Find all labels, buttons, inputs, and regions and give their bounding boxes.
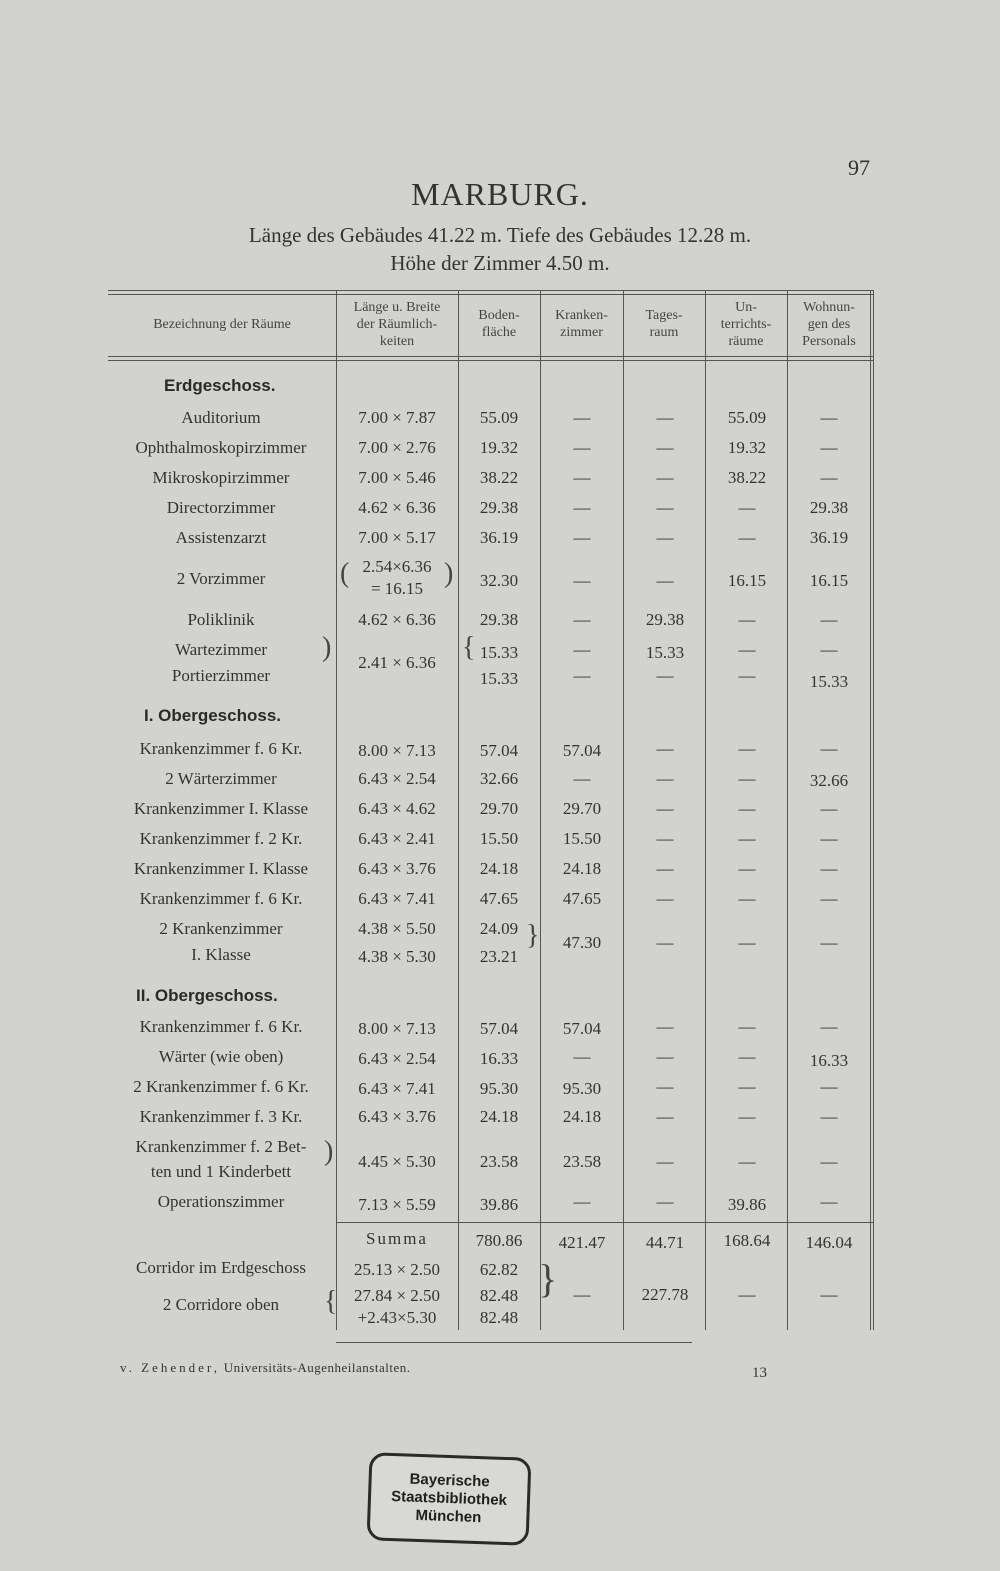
- library-stamp: [367, 1452, 532, 1546]
- column-divider: [787, 290, 788, 1330]
- floor-area: 36.19: [479, 528, 519, 547]
- summa-staff-area: 146.04: [805, 1233, 853, 1252]
- teaching-area: —: [738, 640, 756, 659]
- footnote: [120, 1360, 410, 1376]
- table-bottom-border: [336, 1342, 692, 1343]
- summa-sickroom-area: 421.47: [558, 1233, 606, 1252]
- dayroom-area: —: [656, 739, 674, 758]
- dayroom-area: —: [656, 889, 674, 908]
- brace-right: ): [324, 1136, 334, 1167]
- floor-area: 16.33: [479, 1049, 519, 1068]
- room-dimensions: 7.00 × 5.46: [358, 468, 436, 487]
- room-name: Krankenzimmer f. 2 Kr.: [139, 829, 303, 848]
- room-dimensions: 4.38 × 5.50: [358, 919, 436, 938]
- room-dimensions: 4.62 × 6.36: [358, 498, 436, 517]
- room-dimensions: 4.38 × 5.30: [358, 947, 436, 966]
- room-name: Poliklinik: [187, 610, 255, 629]
- column-divider: [870, 290, 871, 1330]
- rooms-table: [108, 290, 874, 1330]
- floor-area: 24.18: [479, 859, 519, 878]
- room-dimensions: 6.43 × 2.54: [358, 1049, 436, 1068]
- room-name: 2 Wärterzimmer: [165, 769, 277, 788]
- room-name: Operationszimmer: [157, 1192, 285, 1211]
- room-dimensions: 7.13 × 5.59: [358, 1195, 436, 1214]
- brace-right: }: [538, 1256, 558, 1301]
- room-dimensions: 27.84 × 2.50: [353, 1286, 441, 1305]
- floor-area: 32.30: [479, 571, 519, 590]
- staff-area: —: [820, 438, 838, 457]
- sickroom-area: —: [573, 571, 591, 590]
- header-floor-area: Boden- fläche: [478, 308, 520, 340]
- room-dimensions: 8.00 × 7.13: [358, 741, 436, 760]
- dayroom-area: —: [656, 829, 674, 848]
- staff-area: 16.15: [809, 571, 849, 590]
- staff-area: —: [820, 739, 838, 758]
- dayroom-area: —: [656, 799, 674, 818]
- room-dimensions: 25.13 × 2.50: [353, 1260, 441, 1279]
- dayroom-area: —: [656, 468, 674, 487]
- sickroom-area: 24.18: [562, 859, 602, 878]
- room-name: Wartezimmer: [174, 640, 268, 659]
- header-staff-quarters: Wohnun- gen des Personals: [802, 299, 856, 349]
- room-name: Ophthalmoskopirzimmer: [135, 438, 307, 457]
- floor-area: 15.33: [479, 669, 519, 688]
- floor-area: 23.58: [479, 1152, 519, 1171]
- room-dimensions: 6.43 × 3.76: [358, 1107, 436, 1126]
- floor-area: 47.65: [479, 889, 519, 908]
- room-name: 2 Krankenzimmer f. 6 Kr.: [133, 1077, 309, 1096]
- room-dimensions: 6.43 × 2.41: [358, 829, 436, 848]
- room-name: Auditorium: [181, 408, 261, 427]
- sickroom-area: 47.30: [562, 933, 602, 952]
- staff-area: —: [820, 1152, 838, 1171]
- summa-top-border: [336, 1222, 874, 1223]
- floor-area: 15.50: [479, 829, 519, 848]
- floor-area: 39.86: [479, 1195, 519, 1214]
- brace-left: {: [462, 632, 476, 663]
- dayroom-area: —: [656, 1047, 674, 1066]
- teaching-area: 19.32: [727, 438, 767, 457]
- room-name: I. Klasse: [191, 945, 251, 964]
- room-name: Krankenzimmer I. Klasse: [133, 859, 309, 878]
- column-divider: [540, 290, 541, 1330]
- column-divider: [458, 290, 459, 1330]
- brace-left: {: [324, 1286, 338, 1317]
- floor-area: 62.82: [479, 1260, 519, 1279]
- room-name: Krankenzimmer f. 6 Kr.: [139, 1017, 303, 1036]
- dayroom-area: —: [656, 528, 674, 547]
- column-divider: [705, 290, 706, 1330]
- room-name: 2 Corridore oben: [162, 1295, 280, 1314]
- room-name: Krankenzimmer I. Klasse: [133, 799, 309, 818]
- teaching-area: 39.86: [727, 1195, 767, 1214]
- signature-mark: 13: [752, 1365, 767, 1381]
- stamp-line: Bayerische: [409, 1470, 490, 1491]
- floor-area: 55.09: [479, 408, 519, 427]
- page-number: 97: [848, 155, 870, 180]
- room-name: Directorzimmer: [166, 498, 276, 517]
- room-name: Portierzimmer: [171, 666, 271, 685]
- page-title: MARBURG.: [411, 176, 589, 212]
- subtitle-line-1: Länge des Gebäudes 41.22 m. Tiefe des Gebäudes 12.28 m.: [248, 223, 752, 247]
- staff-area: —: [820, 859, 838, 878]
- floor-area: 29.70: [479, 799, 519, 818]
- summa-teaching-area: 168.64: [723, 1231, 771, 1250]
- section-second-floor: II. Obergeschoss.: [136, 986, 278, 1005]
- column-divider: [623, 290, 624, 1330]
- room-name: Mikroskopirzimmer: [152, 468, 290, 487]
- dayroom-area: —: [656, 1152, 674, 1171]
- room-dimensions: 4.62 × 6.36: [358, 610, 436, 629]
- floor-area: 29.38: [479, 610, 519, 629]
- staff-area: 32.66: [809, 771, 849, 790]
- room-dimensions: 6.43 × 7.41: [358, 889, 436, 908]
- room-name: Krankenzimmer f. 3 Kr.: [139, 1107, 303, 1126]
- floor-area: 57.04: [479, 1019, 519, 1038]
- staff-area: —: [820, 933, 838, 952]
- stamp-line: Staatsbibliothek: [390, 1487, 508, 1510]
- teaching-area: —: [738, 1285, 756, 1304]
- room-name: 2 Krankenzimmer: [159, 919, 283, 938]
- sickroom-area: —: [573, 1192, 591, 1211]
- floor-area: 38.22: [479, 468, 519, 487]
- staff-area: 36.19: [809, 528, 849, 547]
- teaching-area: —: [738, 829, 756, 848]
- teaching-area: 38.22: [727, 468, 767, 487]
- sickroom-area: 23.58: [562, 1152, 602, 1171]
- room-dimensions: 6.43 × 2.54: [358, 769, 436, 788]
- dayroom-area: —: [656, 666, 674, 685]
- table-right-border: [873, 290, 874, 1330]
- stamp-line: München: [415, 1506, 482, 1527]
- sickroom-area: 15.50: [562, 829, 602, 848]
- room-dimensions: 7.00 × 7.87: [358, 408, 436, 427]
- summa-dayroom-area: 44.71: [645, 1233, 685, 1252]
- summa-floor-area: 780.86: [475, 1231, 523, 1250]
- staff-area: —: [820, 1285, 838, 1304]
- room-name: Wärter (wie oben): [158, 1047, 284, 1066]
- staff-area: 29.38: [809, 498, 849, 517]
- staff-area: 16.33: [809, 1051, 849, 1070]
- sickroom-area: —: [573, 769, 591, 788]
- sickroom-area: —: [573, 438, 591, 457]
- dayroom-area: —: [656, 1077, 674, 1096]
- dayroom-area: —: [656, 859, 674, 878]
- teaching-area: —: [738, 528, 756, 547]
- teaching-area: —: [738, 799, 756, 818]
- sickroom-area: —: [573, 1047, 591, 1066]
- teaching-area: —: [738, 498, 756, 517]
- dayroom-area: —: [656, 1017, 674, 1036]
- staff-area: —: [820, 1192, 838, 1211]
- teaching-area: —: [738, 1017, 756, 1036]
- staff-area: —: [820, 408, 838, 427]
- sickroom-area: —: [573, 528, 591, 547]
- dayroom-area: 15.33: [645, 643, 685, 662]
- staff-area: —: [820, 1017, 838, 1036]
- sickroom-area: 47.65: [562, 889, 602, 908]
- teaching-area: —: [738, 1152, 756, 1171]
- floor-area: 15.33: [479, 643, 519, 662]
- section-erdgeschoss: Erdgeschoss.: [164, 376, 276, 395]
- sickroom-area: —: [573, 408, 591, 427]
- brace-right: ): [322, 632, 332, 663]
- room-dimensions: +2.43×5.30: [357, 1308, 437, 1327]
- summa-label: Summa: [366, 1229, 428, 1248]
- brace-right: ): [444, 558, 454, 589]
- dayroom-area: —: [656, 1192, 674, 1211]
- sickroom-area: —: [573, 666, 591, 685]
- floor-area: 23.21: [479, 947, 519, 966]
- floor-area: 95.30: [479, 1079, 519, 1098]
- sickroom-area: 29.70: [562, 799, 602, 818]
- teaching-area: —: [738, 1107, 756, 1126]
- teaching-area: —: [738, 610, 756, 629]
- table-top-border: [108, 290, 874, 291]
- room-dimensions: 2.54×6.36: [362, 557, 432, 576]
- dayroom-area: —: [656, 438, 674, 457]
- header-sickrooms: Kranken- zimmer: [555, 308, 608, 340]
- floor-area: 32.66: [479, 769, 519, 788]
- teaching-area: 16.15: [727, 571, 767, 590]
- staff-area: —: [820, 1107, 838, 1126]
- sickroom-area: 24.18: [562, 1107, 602, 1126]
- header-bottom-border-inner: [108, 360, 874, 361]
- room-dimensions: 7.00 × 5.17: [358, 528, 436, 547]
- header-dimensions: Länge u. Breite der Räumlich- keiten: [353, 299, 441, 349]
- floor-area: 24.09: [479, 919, 519, 938]
- column-divider: [336, 290, 337, 1330]
- teaching-area: —: [738, 739, 756, 758]
- sickroom-area: —: [573, 610, 591, 629]
- room-name: Assistenzarzt: [175, 528, 267, 547]
- room-dimensions: 2.41 × 6.36: [358, 653, 436, 672]
- floor-area: 82.48: [479, 1308, 519, 1327]
- room-name: Krankenzimmer f. 6 Kr.: [139, 889, 303, 908]
- sickroom-area: 95.30: [562, 1079, 602, 1098]
- room-dimensions: 6.43 × 4.62: [358, 799, 436, 818]
- dayroom-area: —: [656, 769, 674, 788]
- section-first-floor: I. Obergeschoss.: [144, 706, 281, 725]
- staff-area: —: [820, 640, 838, 659]
- staff-area: —: [820, 889, 838, 908]
- dayroom-area: —: [656, 933, 674, 952]
- room-dimensions: 6.43 × 7.41: [358, 1079, 436, 1098]
- teaching-area: —: [738, 859, 756, 878]
- room-dimensions: 7.00 × 2.76: [358, 438, 436, 457]
- staff-area: 15.33: [809, 672, 849, 691]
- teaching-area: —: [738, 769, 756, 788]
- teaching-area: —: [738, 933, 756, 952]
- footnote-title: Universitäts-Augenheilanstalten.: [223, 1360, 411, 1375]
- staff-area: —: [820, 468, 838, 487]
- floor-area: 24.18: [479, 1107, 519, 1126]
- floor-area: 57.04: [479, 741, 519, 760]
- floor-area: 82.48: [479, 1286, 519, 1305]
- brace-right: }: [526, 920, 540, 951]
- staff-area: —: [820, 1077, 838, 1096]
- staff-area: —: [820, 799, 838, 818]
- staff-area: —: [820, 829, 838, 848]
- dayroom-area: 29.38: [645, 610, 685, 629]
- room-dimensions: 6.43 × 3.76: [358, 859, 436, 878]
- sickroom-area: —: [573, 1285, 591, 1304]
- teaching-area: —: [738, 1047, 756, 1066]
- header-dayroom: Tages- raum: [645, 308, 683, 340]
- sickroom-area: —: [573, 640, 591, 659]
- floor-area: 29.38: [479, 498, 519, 517]
- room-dimensions-result: = 16.15: [370, 579, 424, 598]
- room-name: Corridor im Erdgeschoss: [136, 1258, 306, 1277]
- table-top-border-inner: [108, 294, 874, 295]
- teaching-area: 55.09: [727, 408, 767, 427]
- room-name: Krankenzimmer f. 6 Kr.: [139, 739, 303, 758]
- sickroom-area: 57.04: [562, 1019, 602, 1038]
- teaching-area: —: [738, 889, 756, 908]
- header-name: Bezeichnung der Räume: [153, 316, 291, 332]
- header-teaching-rooms: Un- terrichts- räume: [720, 299, 772, 349]
- room-dimensions: 4.45 × 5.30: [358, 1152, 436, 1171]
- dayroom-area: —: [656, 571, 674, 590]
- floor-area: 19.32: [479, 438, 519, 457]
- brace-left: (: [340, 558, 350, 589]
- sickroom-area: 57.04: [562, 741, 602, 760]
- dayroom-area: 227.78: [641, 1285, 689, 1304]
- dayroom-area: —: [656, 408, 674, 427]
- footnote-author: v. Zehender,: [120, 1360, 220, 1375]
- teaching-area: —: [738, 1077, 756, 1096]
- room-dimensions: 8.00 × 7.13: [358, 1019, 436, 1038]
- header-bottom-border: [108, 356, 874, 357]
- room-name: 2 Vorzimmer: [176, 569, 266, 588]
- staff-area: —: [820, 610, 838, 629]
- teaching-area: —: [738, 666, 756, 685]
- dayroom-area: —: [656, 498, 674, 517]
- sickroom-area: —: [573, 498, 591, 517]
- sickroom-area: —: [573, 468, 591, 487]
- subtitle-line-2: Höhe der Zimmer 4.50 m.: [390, 251, 610, 275]
- room-name: Krankenzimmer f. 2 Bet-: [135, 1137, 307, 1156]
- dayroom-area: —: [656, 1107, 674, 1126]
- room-name: ten und 1 Kinderbett: [150, 1162, 292, 1181]
